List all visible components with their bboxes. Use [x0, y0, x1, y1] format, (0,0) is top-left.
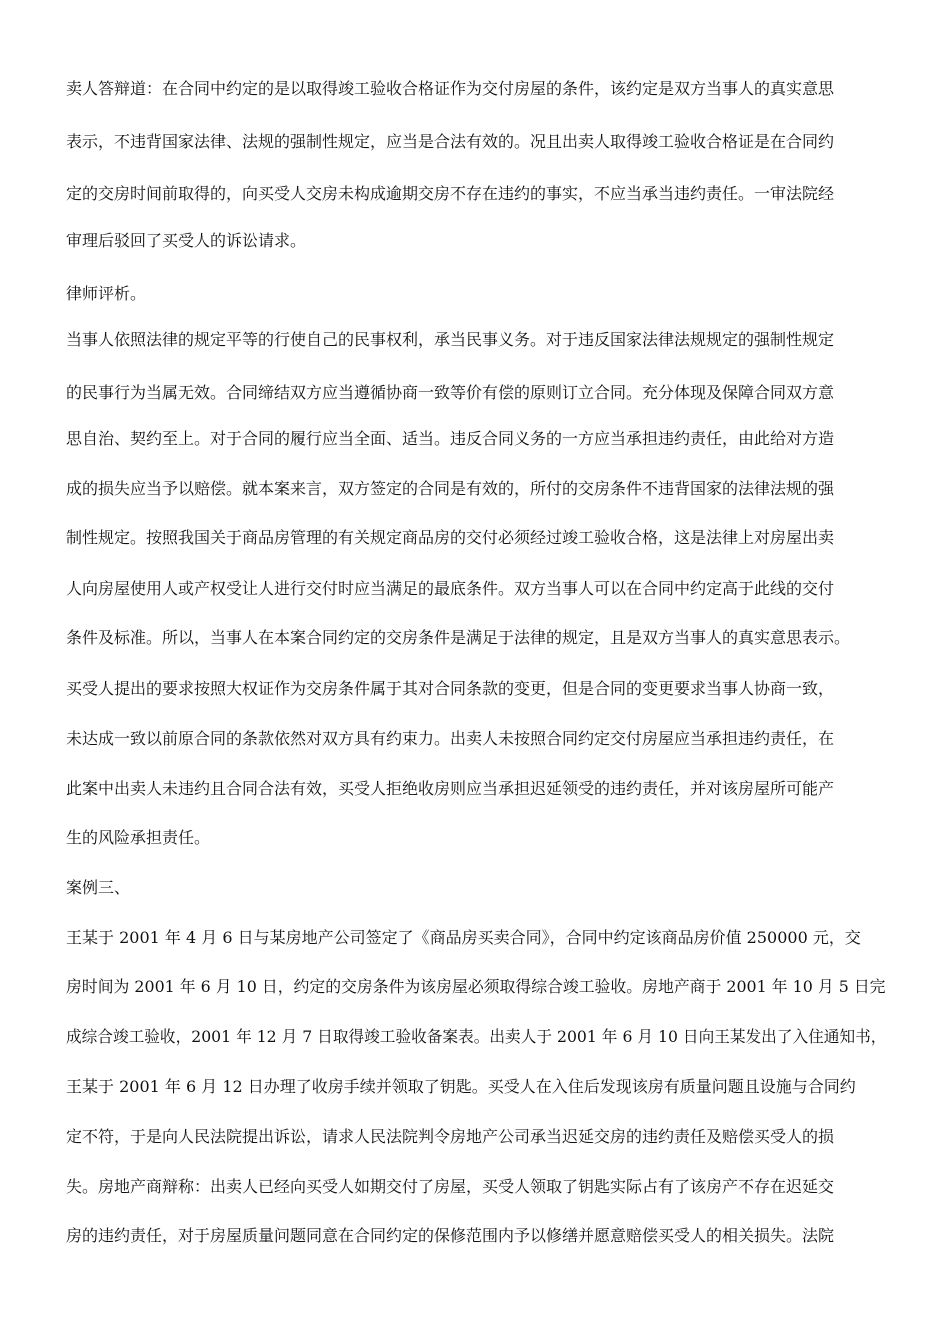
- text-line: 的民事行为当属无效。合同缔结双方应当遵循协商一致等价有偿的原则订立合同。充分体现及保障合同双方意: [66, 383, 835, 402]
- text-line: 王某于 2001 年 4 月 6 日与某房地产公司签定了《商品房买卖合同》，合同中约定该商品房价值 250000 元，交: [66, 928, 861, 947]
- text-line: 人向房屋使用人或产权受让人进行交付时应当满足的最底条件。双方当事人可以在合同中约定高于此线的交付: [66, 579, 835, 598]
- text-line: 未达成一致以前原合同的条款依然对双方具有约束力。出卖人未按照合同约定交付房屋应当承担违约责任，在: [66, 729, 835, 748]
- section-heading: 律师评析。: [66, 284, 147, 303]
- text-line: 制性规定。按照我国关于商品房管理的有关规定商品房的交付必须经过竣工验收合格，这是法律上对房屋出卖: [66, 528, 835, 547]
- text-line: 王某于 2001 年 6 月 12 日办理了收房手续并领取了钥匙。买受人在入住后发现该房有质量问题且设施与合同约: [66, 1077, 856, 1096]
- text-line: 当事人依照法律的规定平等的行使自己的民事权利，承当民事义务。对于违反国家法律法规规定的强制性规定: [66, 330, 835, 349]
- text-line: 审理后驳回了买受人的诉讼请求。: [66, 231, 307, 250]
- text-line: 卖人答辩道：在合同中约定的是以取得竣工验收合格证作为交付房屋的条件，该约定是双方当事人的真实意思: [66, 79, 835, 98]
- section-heading: 案例三、: [66, 878, 131, 897]
- text-line: 思自治、契约至上。对于合同的履行应当全面、适当。违反合同义务的一方应当承担违约责任，由此给对方造: [66, 429, 835, 448]
- text-line: 房的违约责任，对于房屋质量问题同意在合同约定的保修范围内予以修缮并愿意赔偿买受人的相关损失。法院: [66, 1226, 835, 1245]
- text-line: 此案中出卖人未违约且合同合法有效，买受人拒绝收房则应当承担迟延领受的违约责任，并对该房屋所可能产: [66, 779, 835, 798]
- text-line: 生的风险承担责任。: [66, 828, 211, 847]
- text-line: 成的损失应当予以赔偿。就本案来言，双方签定的合同是有效的，所付的交房条件不违背国家的法律法规的强: [66, 479, 835, 498]
- text-line: 定不符，于是向人民法院提出诉讼，请求人民法院判令房地产公司承当迟延交房的违约责任及赔偿买受人的损: [66, 1127, 835, 1146]
- text-line: 失。房地产商辩称：出卖人已经向买受人如期交付了房屋，买受人领取了钥匙实际占有了该房产不存在迟延交: [66, 1177, 835, 1196]
- text-line: 买受人提出的要求按照大权证作为交房条件属于其对合同条款的变更，但是合同的变更要求当事人协商一致，: [66, 679, 835, 698]
- text-line: 成综合竣工验收，2001 年 12 月 7 日取得竣工验收备案表。出卖人于 2001 年 6 月 10 日向王某发出了入住通知书，: [66, 1027, 887, 1046]
- text-line: 定的交房时间前取得的，向买受人交房未构成逾期交房不存在违约的事实，不应当承当违约责任。一审法院经: [66, 184, 835, 203]
- text-line: 表示，不违背国家法律、法规的强制性规定，应当是合法有效的。况且出卖人取得竣工验收合格证是在合同约: [66, 132, 835, 151]
- text-line: 房时间为 2001 年 6 月 10 日，约定的交房条件为该房屋必须取得综合竣工验收。房地产商于 2001 年 10 月 5 日完: [66, 977, 886, 996]
- text-line: 条件及标准。所以，当事人在本案合同约定的交房条件是满足于法律的规定，且是双方当事人的真实意思表示。: [66, 628, 851, 647]
